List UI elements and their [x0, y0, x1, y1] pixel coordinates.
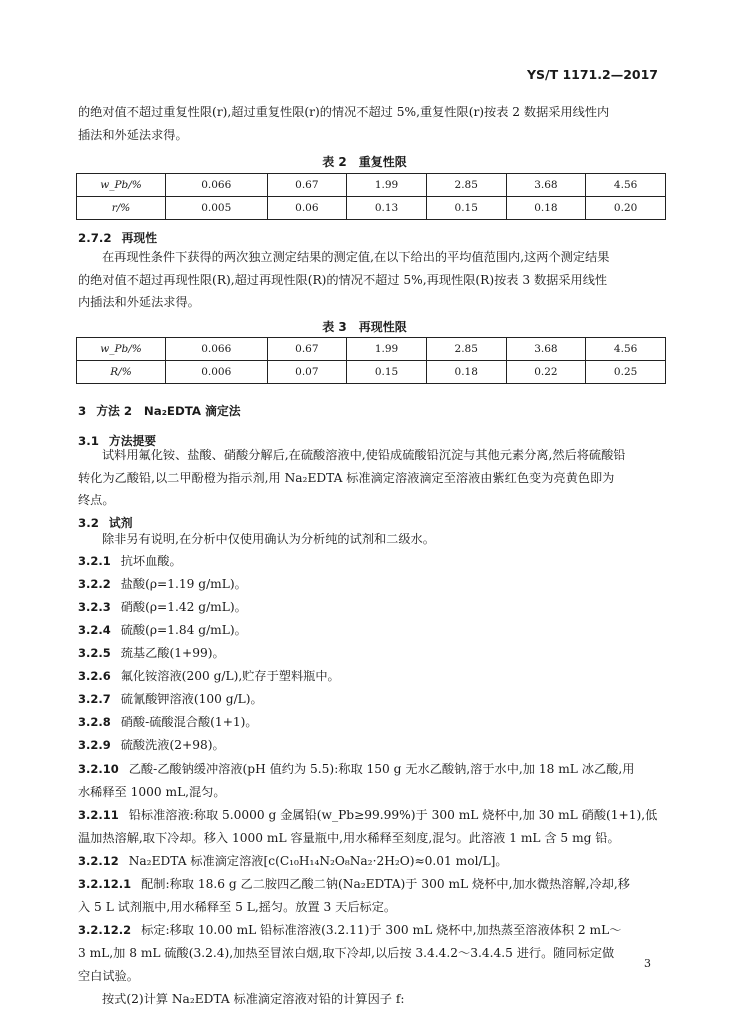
text-line: 插法和外延法求得。: [78, 127, 188, 142]
text-line: 温加热溶解,取下冷却。移入 1000 mL 容量瓶中,用水稀释至刻度,混匀。此溶液 1 mL 含 5 mg 铅。: [78, 831, 620, 845]
reagent-item: 3.2.11 铅标准溶液:称取 5.0000 g 金属铅(w_Pb≥99.99%)于 300 mL 烧杯中,加 30 mL 硝酸(1+1),低: [78, 808, 658, 822]
reagent-item: 3.2.12 Na₂EDTA 标准滴定溶液[c(C₁₀H₁₄N₂O₈Na₂·2H₂O)≈0.01 mol/L]。: [78, 854, 508, 868]
table-cell: 0.25: [586, 361, 666, 384]
table3-reproducibility: [76, 337, 666, 384]
table-cell: 0.066: [166, 174, 268, 197]
text-line: 内插法和外延法求得。: [78, 295, 200, 309]
section-title: 方法 2 Na₂EDTA 滴定法: [96, 404, 241, 418]
table-cell: 0.13: [347, 197, 427, 220]
reagent-item: 3.2.12.1 配制:称取 18.6 g 乙二胺四乙酸二钠(Na₂EDTA)于 300 mL 烧杯中,加水微热溶解,冷却,移: [78, 877, 630, 891]
table-cell: 2.85: [426, 174, 506, 197]
reagent-item: 3.2.10 乙酸-乙酸钠缓冲溶液(pH 值约为 5.5):称取 150 g 无水乙酸钠,溶于水中,加 18 mL 冰乙酸,用: [78, 762, 635, 776]
text-line: 终点。: [78, 493, 115, 507]
reagent-item: 3.2.1 抗坏血酸。: [78, 554, 182, 568]
section-2-7-2-body: [78, 246, 664, 314]
table-cell: 0.06: [267, 197, 347, 220]
section-title: 试剂: [108, 516, 133, 530]
table-row: [77, 197, 666, 220]
reagent-item: 3.2.4 硫酸(ρ=1.84 g/mL)。: [78, 623, 247, 637]
intro-paragraph: [78, 101, 664, 146]
table-cell: 0.006: [166, 361, 268, 384]
section-3-1-body: [78, 444, 664, 512]
formula-intro: 按式(2)计算 Na₂EDTA 标准滴定溶液对铅的计算因子 f:: [102, 992, 405, 1006]
reagent-item: 3.2.9 硫酸洗液(2+98)。: [78, 738, 225, 752]
table2-repeatability: [76, 173, 666, 220]
table-cell: 4.56: [586, 174, 666, 197]
table-cell: 0.22: [506, 361, 586, 384]
table-row: [77, 338, 666, 361]
table-row: [77, 174, 666, 197]
text-line: 水稀释至 1000 mL,混匀。: [78, 785, 226, 799]
table-cell: 3.68: [506, 338, 586, 361]
table-row-label: R/%: [77, 361, 166, 384]
table-cell: 1.99: [347, 174, 427, 197]
table-cell: 0.15: [426, 197, 506, 220]
text-line: 的绝对值不超过重复性限(r),超过重复性限(r)的情况不超过 5%,重复性限(r)按表 2 数据采用线性内: [78, 105, 610, 119]
section-title: 再现性: [121, 231, 157, 245]
table-cell: 1.99: [347, 338, 427, 361]
section-number: 3.2: [78, 516, 99, 530]
table-cell: 4.56: [586, 338, 666, 361]
reagent-item: 3.2.7 硫氰酸钾溶液(100 g/L)。: [78, 692, 263, 706]
section-number: 3.1: [78, 434, 99, 448]
table-cell: 0.20: [586, 197, 666, 220]
table-cell: 0.066: [166, 338, 268, 361]
table-cell: 0.67: [267, 174, 347, 197]
table-cell: 0.005: [166, 197, 268, 220]
section-heading-3: [78, 402, 241, 419]
table-cell: 0.18: [426, 361, 506, 384]
text-line: 试料用氟化铵、盐酸、硝酸分解后,在硫酸溶液中,使铅成硫酸铅沉淀与其他元素分离,然后将硫酸铅: [102, 448, 626, 462]
page-number: 3: [644, 957, 651, 970]
table-cell: 0.18: [506, 197, 586, 220]
section-number: 3: [78, 404, 87, 418]
table-cell: 3.68: [506, 174, 586, 197]
reagent-item: 3.2.5 巯基乙酸(1+99)。: [78, 646, 225, 660]
text-line: 的绝对值不超过再现性限(R),超过再现性限(R)的情况不超过 5%,再现性限(R)按表 3 数据采用线性: [78, 272, 608, 287]
section-title: 方法提要: [108, 434, 157, 448]
table3-caption: 表 3 再现性限: [322, 320, 407, 334]
text-line: 入 5 L 试剂瓶中,用水稀释至 5 L,摇匀。放置 3 天后标定。: [78, 900, 397, 914]
section-heading-2-7-2: [78, 229, 157, 246]
table-cell: 0.67: [267, 338, 347, 361]
text-line: 转化为乙酸铅,以二甲酚橙为指示剂,用 Na₂EDTA 标准滴定溶液滴定至溶液由紫红色变为亮黄色即为: [78, 470, 615, 485]
text-line: 空白试验。: [78, 969, 139, 983]
text-line: 在再现性条件下获得的两次独立测定结果的测定值,在以下给出的平均值范围内,这两个测定结果: [102, 250, 610, 264]
table-row-label: w_Pb/%: [77, 174, 166, 197]
reagent-item: 3.2.12.2 标定:移取 10.00 mL 铅标准溶液(3.2.11)于 300 mL 烧杯中,加热蒸至溶液体积 2 mL～: [78, 923, 622, 937]
reagent-item: 3.2.8 硝酸-硫酸混合酸(1+1)。: [78, 715, 258, 729]
table-cell: 0.07: [267, 361, 347, 384]
table-row-label: r/%: [77, 197, 166, 220]
section-heading-3-2: [78, 514, 133, 531]
table2-caption: 表 2 重复性限: [322, 155, 407, 169]
reagent-item: 3.2.3 硝酸(ρ=1.42 g/mL)。: [78, 600, 247, 614]
table-cell: 0.15: [347, 361, 427, 384]
table-row: [77, 361, 666, 384]
table-row-label: w_Pb/%: [77, 338, 166, 361]
section-3-2-intro: 除非另有说明,在分析中仅使用确认为分析纯的试剂和二级水。: [102, 532, 435, 546]
text-line: 3 mL,加 8 mL 硫酸(3.2.4),加热至冒浓白烟,取下冷却,以后按 3.4.4.2～3.4.4.5 进行。随同标定做: [78, 946, 615, 960]
section-number: 2.7.2: [78, 231, 112, 245]
standard-code: YS/T 1171.2—2017: [526, 67, 658, 82]
table-cell: 2.85: [426, 338, 506, 361]
reagent-item: 3.2.6 氟化铵溶液(200 g/L),贮存于塑料瓶中。: [78, 669, 340, 683]
reagent-item: 3.2.2 盐酸(ρ=1.19 g/mL)。: [78, 577, 247, 591]
